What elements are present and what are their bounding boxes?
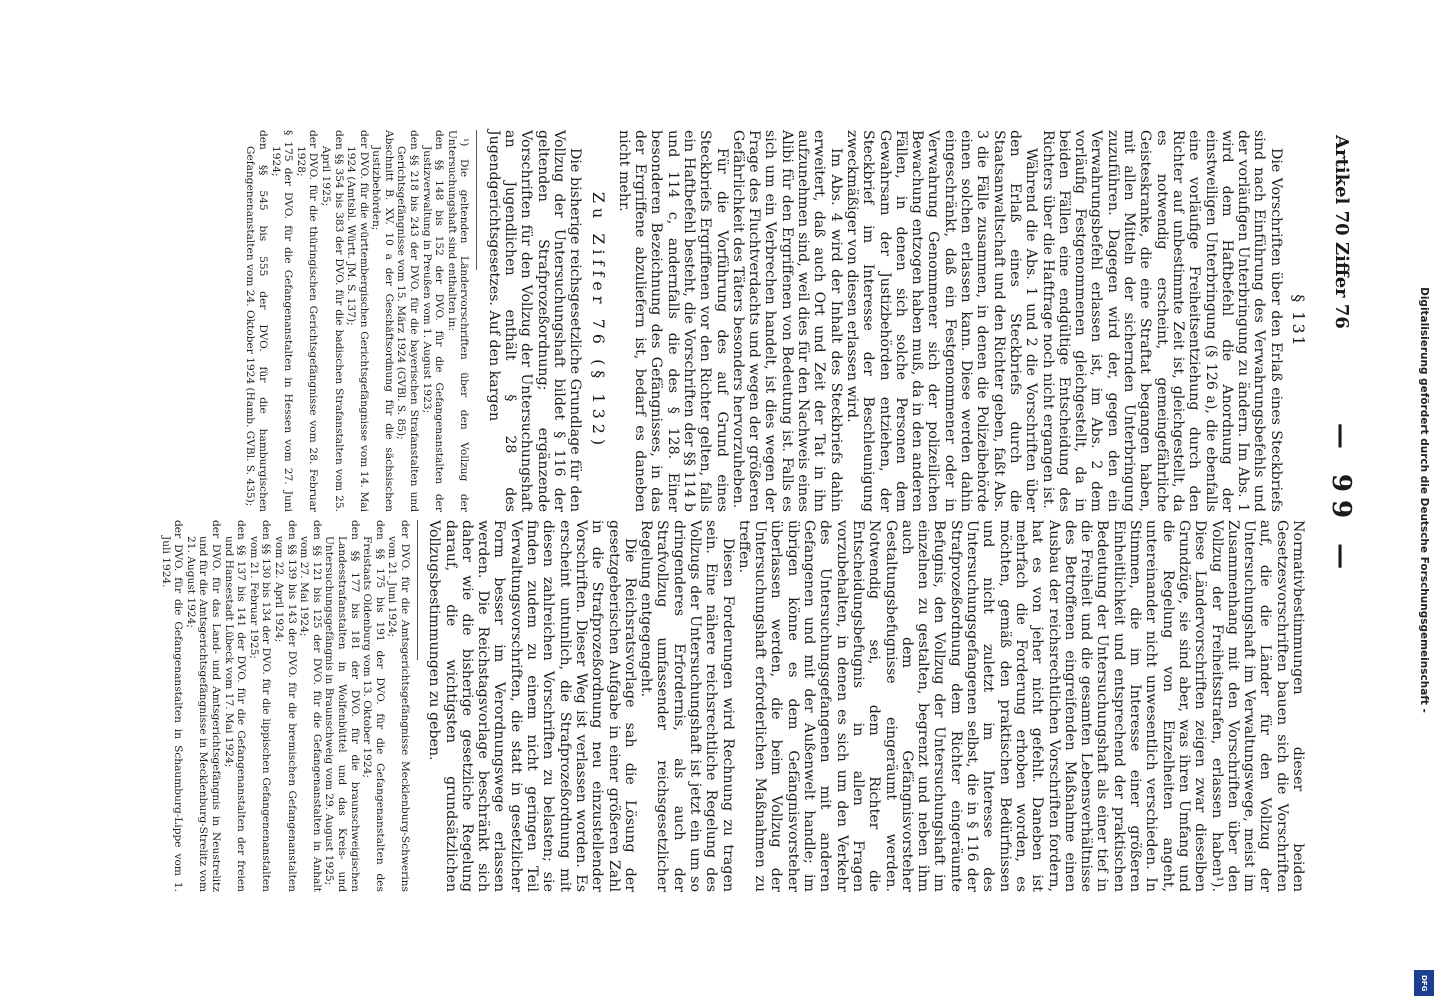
footnote-item: den §§ 218 bis 243 der DVO. für die bayerischen Strafanstalten und Gerichtsgefängnisse vom 15. März 1924 (GVBl. S. 85); bbox=[395, 130, 421, 512]
footnote-item: den §§ 177 bis 181 der DVO. für die braunschweigischen Landesstrafanstalten in Wolfenbüttel und das Kreis- und Untersuchungsgefängnis in Braunschweig vom 29. August 1925; bbox=[323, 520, 361, 892]
left-column bbox=[244, 130, 1306, 512]
footnote-item: den §§ 175 bis 191 der DVO. für die Gefangenanstalten des Freistaats Oldenburg vom 13. Oktober 1924; bbox=[361, 520, 386, 892]
footnote-item: den §§ 121 bis 125 der DVO. für die Gefangenanstalten in Anhalt vom 27. Mai 1924; bbox=[298, 520, 323, 892]
footnote-item: den §§ 130 bis 134 der DVO. für die lippischen Gefangenenanstalten vom 21. Februar 1925; bbox=[247, 520, 273, 892]
footnote-item: der DVO. für die thüringischen Gerichtsgefängnisse vom 28. Februar 1928; bbox=[294, 130, 320, 512]
footnote-divider bbox=[417, 520, 418, 660]
page-number: — 99 — bbox=[1326, 422, 1356, 578]
right-column bbox=[159, 520, 1306, 892]
footnote-item: den §§ 354 bis 383 der DVO. für die badischen Strafanstalten vom 25. April 1925; bbox=[319, 130, 345, 512]
footnotes-right bbox=[159, 520, 411, 892]
footnote-item: den §§ 545 bis 555 der DVO. für die hamburgischen Gefangenenanstalten vom 24. Oktober 1924 (Hamb. GVBl. S. 435); bbox=[244, 130, 269, 512]
footnotes-left bbox=[244, 130, 471, 512]
footnote-item: § 175 der DVO. für die Gefangenanstalten in Hessen vom 27. Juni 1924; bbox=[269, 130, 295, 512]
article-reference: Artikel 70 Ziffer 76 bbox=[1331, 135, 1352, 329]
footnote-item: der DVO. für die Amtsgerichtsgefängnisse Mecklenburg-Schwerins vom 21. Juni 1924; bbox=[386, 520, 411, 892]
paragraph: Die Reichsratsvorlage sah die Lösung der gesetzgeberischen Aufgabe in einer größeren Zahl in die Strafprozeßordnung neu einzustellender Vorschriften. Dieser Weg ist verlassen worden. Es erscheint untunlich, die Strafprozeßordnung mit diesen zahlreichen Vorschriften zu belasten; sie finden zudem zu einem nicht geringen Teil Verwaltungsvorschriften, die statt in gesetzlicher Form besser im Verordnungswege erlassen werden. Die Reichstagsvorlage beschränkt sich daher wie die bisherige gesetzliche Regelung darauf, die wichtigsten grundsätzlichen Vollzugsbestimmungen zu geben. bbox=[426, 520, 638, 892]
paragraph: Normativbestimmungen dieser beiden Gesetzesvorschriften bauen sich die Vorschriften auf, die die Länder für den Vollzug der Untersuchungshaft im Verwaltungswege, meist im Zusammenhang mit den Vorschriften über den Vollzug der Freiheitsstrafen, erlassen haben¹). Diese Ländervorschriften zeigen zwar dieselben Grundzüge, sie sind aber, was ihren Umfang und die Regelung von Einzelheiten angeht, untereinander nicht unwesentlich verschieden. In Stimmen, die im Interesse einer größeren Einheitlichkeit und entsprechend der praktischen Bedeutung der Untersuchungshaft als einer tief in die Freiheit und die gesamten Lebensverhältnisse des Betroffenen eingreifenden Maßnahme einen Ausbau der reichsrechtlichen Vorschriften fordern, hat es von jeher nicht gefehlt. Daneben ist mehrfach die Forderung erhoben worden, es möchten, gemäß den praktischen Bedürfnissen und nicht zuletzt im Interesse des Untersuchungsgefangenen selbst, die in § 116 der Strafprozeßordnung dem Richter eingeräumte Befugnis, den Vollzug der Untersuchungshaft im einzelnen zu gestalten, begrenzt und neben ihm auch dem Gefängnisvorsteher Gestaltungsbefugnisse eingeräumt werden. Notwendig sei, dem Richter die Entscheidungsbefugnis in allen Fragen vorzubehalten, in denen es sich um den Verkehr des Untersuchungsgefangenen mit anderen Gefangenen und mit der Außenwelt handle; im übrigen könne es dem Gefängnisvorsteher überlassen werden, die beim Vollzug der Untersuchungshaft erforderlichen Maßnahmen zu treffen. bbox=[735, 520, 1306, 892]
paragraph: Während die Abs. 1 und 2 die Vorschriften über den Erlaß eines Steckbriefs durch die Staatsanwaltschaft und den Richter geben, faßt Abs. 3 die Fälle zusammen, in denen die Polizeibehörde einen solchen erlassen kann. Diese werden dahin eingeschränkt, daß ein Festgenommener oder in Verwahrung Genommener sich der polizeilichen Bewachung entzogen haben muß, da in den anderen Fällen, in denen sich solche Personen dem Gewahrsam der Justizbehörden entziehen, der Steckbrief im Interesse der Beschleunigung zweckmäßiger von diesen erlassen wird. bbox=[843, 130, 1040, 512]
footnote-item: der DVO. für die Gefangenanstalten in Schaumburg-Lippe vom 1. Juli 1924. bbox=[159, 520, 185, 892]
footnote-item: den §§ 139 bis 143 der DVO. für die bremischen Gefangenanstalten vom 22. April 1924; bbox=[273, 520, 298, 892]
footnote-divider bbox=[476, 130, 477, 270]
paragraph: Diesen Forderungen wird Rechnung zu tragen sein. Eine nähere reichsrechtliche Regelung des Vollzugs der Untersuchungshaft ist jetzt ein um so dringenderes Erfordernis, als auch der Strafvollzug umfassender reichsgesetzlicher Regelung entgegengeht. bbox=[638, 520, 736, 892]
footnote-intro: ¹) Die geltenden Ländervorschriften über den Vollzug der Untersuchungshaft sind enthalten in: bbox=[445, 130, 471, 512]
footnote-item: Abschnitt B. XV. 10 a der Geschäftsordnung für die sächsischen Justizbehörden; bbox=[370, 130, 395, 512]
section-heading-76: Zu Ziffer 76 (§ 132) bbox=[588, 191, 608, 451]
paragraph: Die bisherige reichsgesetzliche Grundlage für den Vollzug der Untersuchungshaft bildet § 116 der geltenden Strafprozeßordnung; ergänzende Vorschriften für den Vollzug der Untersuchungshaft an Jugendlichen enthält § 28 des Jugendgerichtsgesetzes. Auf den kargen bbox=[485, 130, 584, 512]
footnote-item: den §§ 148 bis 152 der DVO. für die Gefangenanstalten der Justizverwaltung in Preußen vom 1. August 1923; bbox=[420, 130, 446, 512]
dfg-logo-icon: DFG bbox=[1414, 970, 1434, 996]
paragraph: Im Abs. 4 wird der Inhalt des Steckbriefs dahin erweitert, daß auch Ort und Zeit der Tat in ihn aufzunehmen sind, weil dies für den Nachweis eines Alibi für den Ergriffenen von Bedeutung ist. Falls es sich um ein Verbrechen handelt, ist dies wegen der Frage des Fluchtverdachts und wegen der größeren Gefährlichkeit des Täters besonders hervorzuheben. bbox=[729, 130, 844, 512]
footnote-item: der DVO. für die württembergischen Gerichtsgefängnisse vom 14. Mai 1924 (Amtsbl. Württ. JM. S. 137); bbox=[345, 130, 370, 512]
paragraph: Die Vorschriften über den Erlaß eines Steckbriefs sind nach Einführung des Verwahrungsbefehls und der vorläufigen Unterbringung zu ändern. Im Abs. 1 wird dem Haftbefehl die Anordnung der einstweiligen Unterbringung (§ 126 a), die ebenfalls eine vorläufige Freiheitsentziehung durch den Richter auf unbestimmte Zeit ist, gleichgestellt, da es notwendig erscheint, gemeingefährliche Geisteskranke, die eine Straftat begangen haben, mit allen Mitteln der sichernden Unterbringung zuzuführen. Dagegen wird der, gegen den ein Verwahrungsbefehl erlassen ist, im Abs. 2 dem vorläufig Festgenommenen gleichgestellt, da in beiden Fällen eine endgültige Entscheidung des Richters über die Haftfrage noch nicht ergangen ist. bbox=[1039, 130, 1284, 512]
digitization-credit: Digitalisierung gefördert durch die Deutsche Forschungsgemeinschaft - bbox=[1418, 287, 1430, 713]
section-heading-131: § 131 bbox=[1289, 294, 1308, 348]
footnote-item: den §§ 137 bis 141 der DVO. für die Gefangenanstalten der freien und Hansestadt Lübeck vom 17. Mai 1924; bbox=[222, 520, 248, 892]
digitization-sidebar bbox=[1414, 0, 1434, 1000]
paragraph: Für die Vorführung des auf Grund eines Steckbriefs Ergriffenen vor den Richter gelten, falls ein Haftbefehl besteht, die Vorschriften der §§ 114 b und 114 c, andernfalls die des § 128. Einer besonderen Bezeichnung des Gefängnisses, in das der Ergriffene abzuliefern ist, bedarf es daneben nicht mehr. bbox=[615, 130, 730, 512]
footnote-item: der DVO. für das Land- und Amtsgerichtsgefängnis in Neustrelitz und für die Amtsgerichtsgefängnisse in Mecklenburg-Strelitz vom 21. August 1924; bbox=[184, 520, 223, 892]
